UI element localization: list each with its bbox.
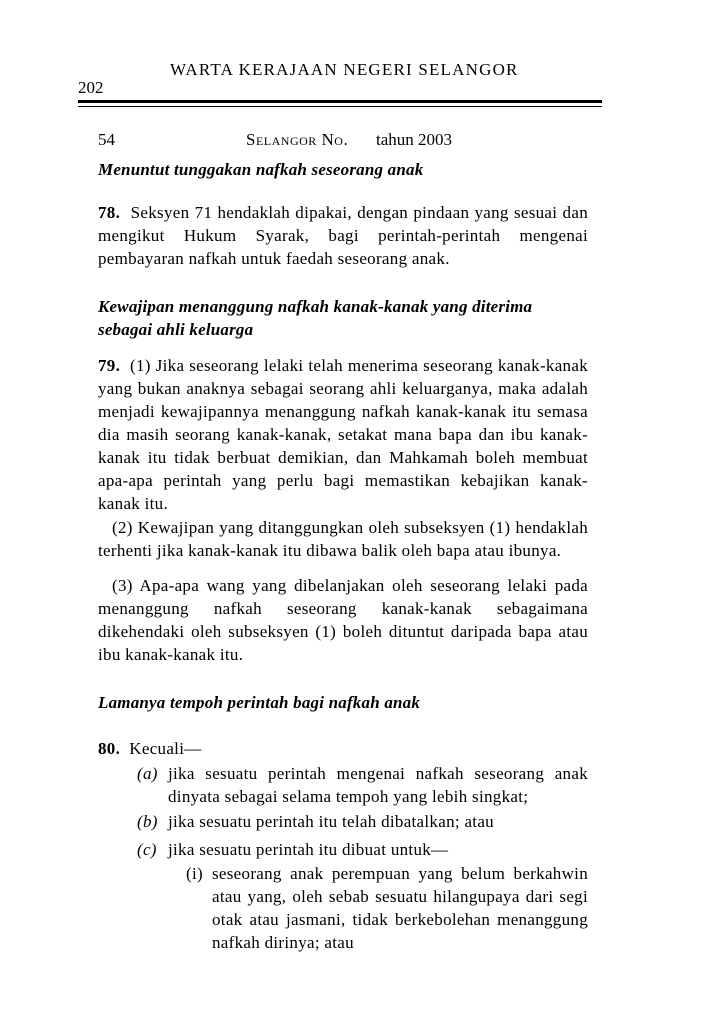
item-text: jika sesuatu perintah itu dibuat untuk—: [168, 840, 449, 859]
section-80-item-b: [137, 810, 588, 833]
item-label: (b): [137, 812, 158, 831]
section-80-item-c: [137, 838, 588, 861]
item-label: (c): [137, 840, 157, 859]
header-rule-thin: [78, 106, 602, 107]
section-79-heading: Kewajipan menanggung nafkah kanak-kanak yang diterima sebagai ahli keluarga: [98, 297, 533, 339]
section-78-number: 78.: [98, 203, 121, 222]
subitem-text: seseorang anak perempuan yang belum berkahwin atau yang, oleh sebab sesuatu hilangupaya dari segi otak atau jasmani, tidak berkebolehan menanggung nafkah dirinya; atau: [212, 864, 588, 952]
section-79-subsection-2: (2) Kewajipan yang ditanggungkan oleh subseksyen (1) hendaklah terhenti jika kanak-kanak itu dibawa balik oleh bapa atau ibunya.: [98, 518, 588, 560]
section-80-item-a: [137, 762, 588, 808]
section-80-intro: [98, 737, 588, 760]
section-78-body: [98, 201, 588, 270]
section-79-subsection-1: [98, 354, 588, 515]
section-78-text: Seksyen 71 hendaklah dipakai, dengan pindaan yang sesuai dan mengikut Hukum Syarak, bagi perintah-perintah mengenai pembayaran nafkah untuk faedah seseorang anak.: [98, 203, 588, 268]
act-year: tahun 2003: [376, 130, 453, 149]
section-80-heading: Lamanya tempoh perintah bagi nafkah anak: [98, 693, 421, 712]
subitem-label: (i): [186, 864, 203, 883]
page-number: 202: [78, 78, 104, 97]
section-80-number: 80.: [98, 739, 121, 758]
act-page-number: 54: [98, 130, 115, 149]
section-80-subitem-i: [186, 862, 588, 954]
section-78-heading: Menuntut tunggakan nafkah seseorang anak: [98, 160, 424, 179]
section-79-1-text: (1) Jika seseorang lelaki telah menerima seseorang kanak-kanak yang bukan anaknya sebagai seorang ahli keluarganya, maka adalah menjadi kewajipannya menanggung nafkah kanak-kanak itu semasa dia masih seorang kanak-kanak, setakat mana bapa dan ibu kanak-kanak itu tidak berbuat demikian, dan Mahkamah boleh membuat apa-apa perintah yang perlu bagi memastikan kebajikan kanak-kanak itu.: [98, 356, 588, 513]
header-rule-thick: [78, 100, 602, 103]
section-79-number: 79.: [98, 356, 121, 375]
section-79-subsection-3: (3) Apa-apa wang yang dibelanjakan oleh seseorang lelaki pada menanggung nafkah seseorang kanak-kanak sebagaimana dikehendaki oleh subseksyen (1) boleh dituntut daripada bapa atau ibu kanak-kanak itu.: [98, 576, 588, 664]
item-label: (a): [137, 764, 158, 783]
gazette-title: WARTA KERAJAAN NEGERI SELANGOR: [170, 60, 519, 79]
item-text: jika sesuatu perintah mengenai nafkah seseorang anak dinyata sebagai selama tempoh yang lebih singkat;: [168, 764, 588, 806]
section-80-intro-text: Kecuali—: [129, 739, 202, 758]
act-title: Selangor No.: [246, 130, 349, 149]
item-text: jika sesuatu perintah itu telah dibatalkan; atau: [168, 812, 494, 831]
